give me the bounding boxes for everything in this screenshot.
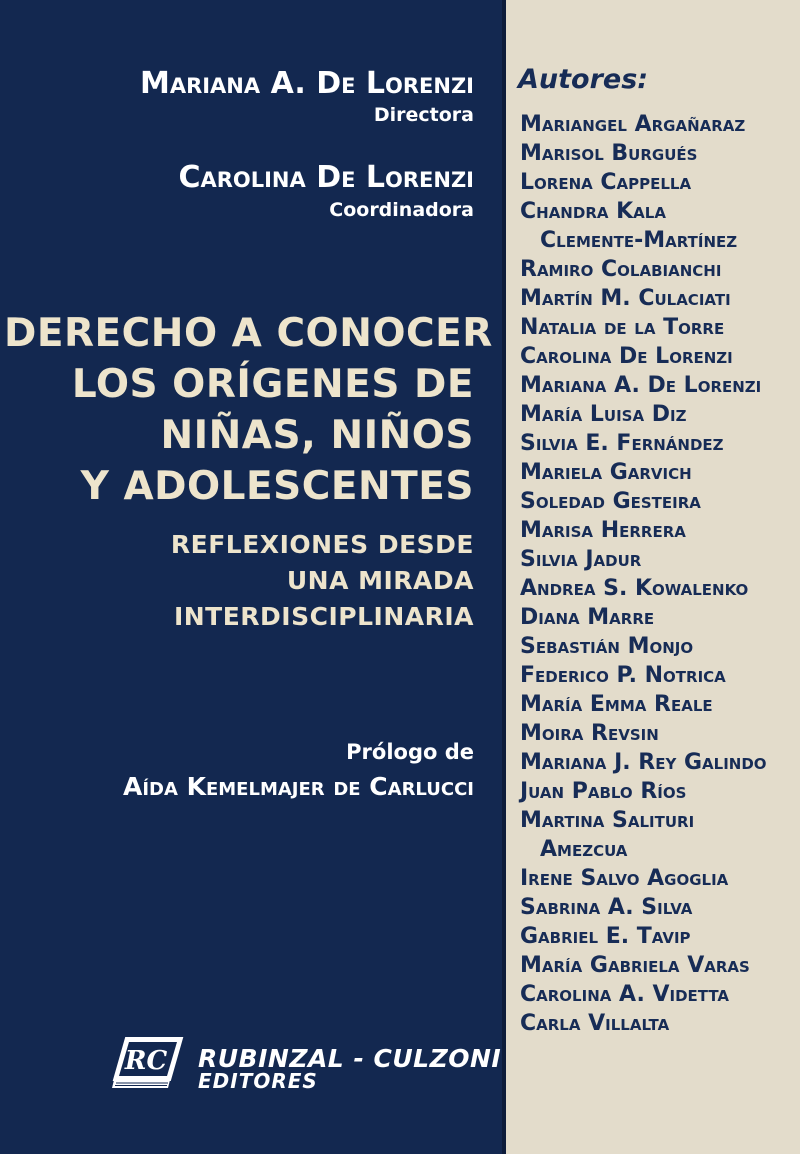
book-logo-icon <box>110 1036 184 1092</box>
author-item: Federico P. Notrica <box>520 663 726 688</box>
author-item: Marisol Burgués <box>520 141 698 166</box>
author-item: María Luisa Diz <box>520 402 687 427</box>
coordinator-name: Carolina De Lorenzi <box>178 160 474 195</box>
author-item: Marisa Herrera <box>520 518 686 543</box>
author-item: Carolina A. Videtta <box>520 982 730 1007</box>
author-item: Moira Revsin <box>520 721 659 746</box>
authors-heading: Autores: <box>518 64 649 95</box>
author-item: Irene Salvo Agoglia <box>520 866 729 891</box>
title-line: LOS ORÍGENES DE <box>71 362 474 407</box>
title-line: Y ADOLESCENTES <box>80 464 474 509</box>
author-item: Martina Salituri <box>520 808 695 833</box>
author-item: Mariana A. De Lorenzi <box>520 373 762 398</box>
title-line: NIÑAS, NIÑOS <box>160 413 474 458</box>
author-item: Lorena Cappella <box>520 170 692 195</box>
author-item: Carolina De Lorenzi <box>520 344 733 369</box>
author-item: Carla Villalta <box>520 1011 670 1036</box>
author-item: María Gabriela Varas <box>520 953 750 978</box>
publisher-name: RUBINZAL - CULZONI <box>198 1044 502 1073</box>
author-item: María Emma Reale <box>520 692 713 717</box>
subtitle-line: REFLEXIONES DESDE <box>170 530 474 559</box>
author-item: Mariangel Argañaraz <box>520 112 746 137</box>
author-item: Gabriel E. Tavip <box>520 924 691 949</box>
author-item: Sabrina A. Silva <box>520 895 693 920</box>
author-item: Silvia Jadur <box>520 547 642 572</box>
publisher-editors: EDITORES <box>198 1069 318 1093</box>
book-title <box>4 308 493 512</box>
author-item: Andrea S. Kowalenko <box>520 576 749 601</box>
author-item: Ramiro Colabianchi <box>520 257 722 282</box>
prologue-author: Aída Kemelmajer de Carlucci <box>122 772 474 801</box>
author-item: Silvia E. Fernández <box>520 431 724 456</box>
author-item: Diana Marre <box>520 605 655 630</box>
author-item-continuation: Amezcua <box>540 837 628 862</box>
author-item: Juan Pablo Ríos <box>520 779 687 804</box>
author-item: Soledad Gesteira <box>520 489 701 514</box>
author-item-continuation: Clemente-Martínez <box>540 228 738 253</box>
prologue-label: Prólogo de <box>346 740 474 764</box>
subtitle-line: UNA MIRADA <box>286 566 474 595</box>
author-item: Martín M. Culaciati <box>520 286 731 311</box>
author-item: Natalia de la Torre <box>520 315 725 340</box>
author-item: Chandra Kala <box>520 199 666 224</box>
authors-list <box>520 110 767 1038</box>
director-role: Directora <box>373 104 474 126</box>
title-line: DERECHO A CONOCER <box>4 311 493 356</box>
author-item: Mariela Garvich <box>520 460 692 485</box>
author-item: Mariana J. Rey Galindo <box>520 750 767 775</box>
coordinator-role: Coordinadora <box>329 199 474 221</box>
book-subtitle <box>4 527 474 635</box>
author-item: Sebastián Monjo <box>520 634 694 659</box>
director-name: Mariana A. De Lorenzi <box>139 66 474 101</box>
subtitle-line: INTERDISCIPLINARIA <box>173 602 474 631</box>
logo-letters: RC <box>124 1046 168 1076</box>
